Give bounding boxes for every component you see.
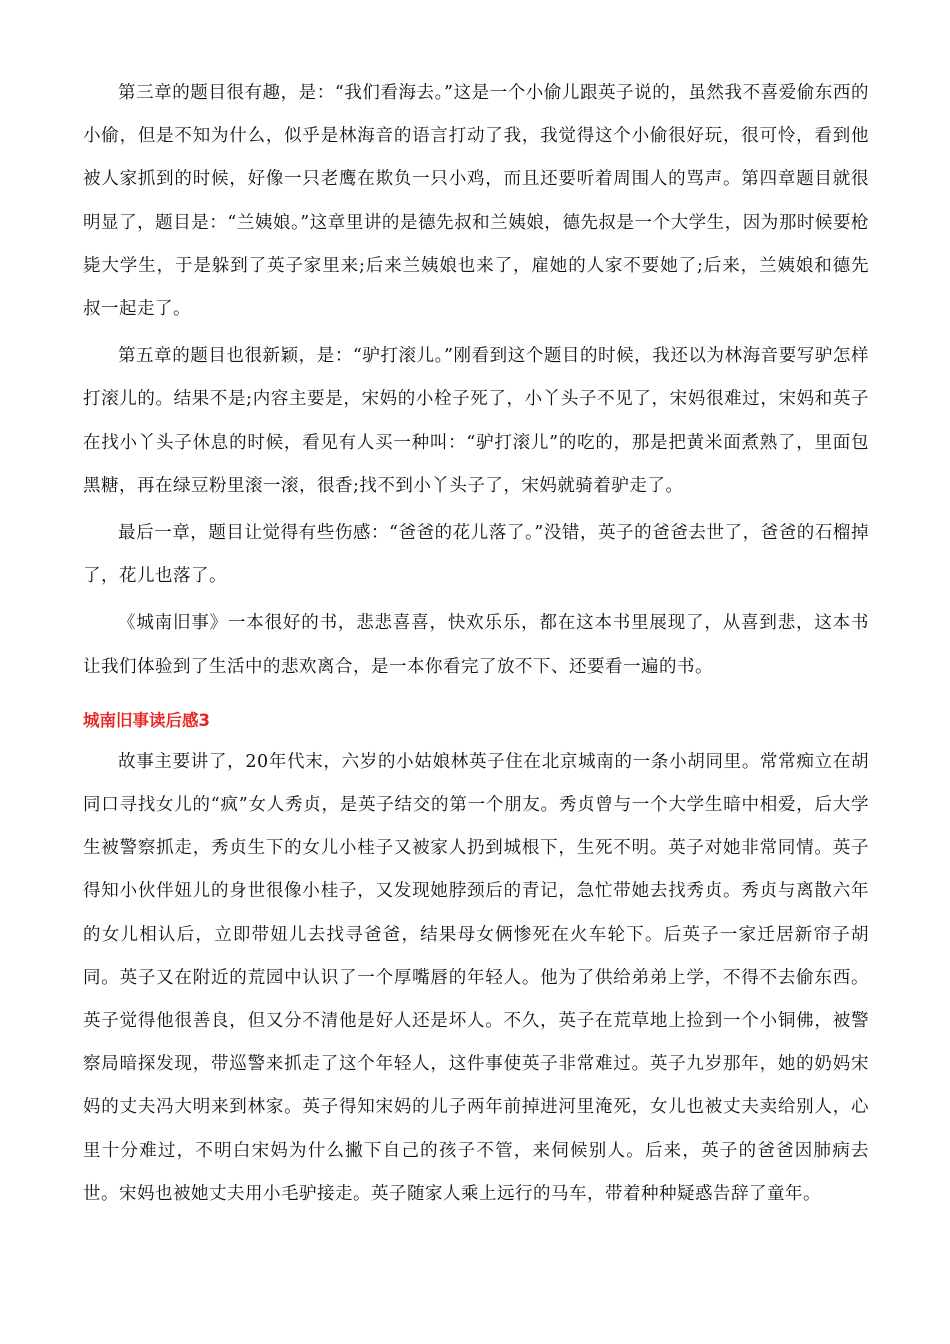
document-page (83, 72, 869, 1220)
paragraph-chapter-five: 第五章的题目也很新颖，是：“驴打滚儿。”刚看到这个题目的时候，我还以为林海音要写驴怎样打滚儿的。结果不是;内容主要是，宋妈的小栓子死了，小丫头子不见了，宋妈很难过，宋妈和英子在找小丫头子休息的时候，看见有人买一种叫：“驴打滚儿”的吃的，那是把黄米面煮熟了，里面包黑糖，再在绿豆粉里滚一滚，很香;找不到小丫头子了，宋妈就骑着驴走了。 (83, 346, 869, 496)
paragraph-last-chapter: 最后一章，题目让觉得有些伤感：“爸爸的花儿落了。”没错，英子的爸爸去世了，爸爸的石榴掉了，花儿也落了。 (83, 523, 869, 587)
paragraph-book-summary: 《城南旧事》一本很好的书，悲悲喜喜，快欢乐乐，都在这本书里展现了，从喜到悲，这本书让我们体验到了生活中的悲欢离合，是一本你看完了放不下、还要看一遍的书。 (83, 613, 869, 677)
paragraph-story-summary: 故事主要讲了，20年代末，六岁的小姑娘林英子住在北京城南的一条小胡同里。常常痴立在胡同口寻找女儿的“疯”女人秀贞，是英子结交的第一个朋友。秀贞曾与一个大学生暗中相爱，后大学生被警察抓走，秀贞生下的女儿小桂子又被家人扔到城根下，生死不明。英子对她非常同情。英子得知小伙伴妞儿的身世很像小桂子，又发现她脖颈后的青记，急忙带她去找秀贞。秀贞与离散六年的女儿相认后，立即带妞儿去找寻爸爸，结果母女俩惨死在火车轮下。后英子一家迁居新帘子胡同。英子又在附近的荒园中认识了一个厚嘴唇的年轻人。他为了供给弟弟上学，不得不去偷东西。英子觉得他很善良，但又分不清他是好人还是坏人。不久，英子在荒草地上捡到一个小铜佛，被警察局暗探发现，带巡警来抓走了这个年轻人，这件事使英子非常难过。英子九岁那年，她的奶妈宋妈的丈夫冯大明来到林家。英子得知宋妈的儿子两年前掉进河里淹死，女儿也被丈夫卖给别人，心里十分难过，不明白宋妈为什么撇下自己的孩子不管，来伺候别人。后来，英子的爸爸因肺病去世。宋妈也被她丈夫用小毛驴接走。英子随家人乘上远行的马车，带着种种疑惑告辞了童年。 (83, 751, 869, 1204)
paragraph-chapter-three-four: 第三章的题目很有趣，是：“我们看海去。”这是一个小偷儿跟英子说的，虽然我不喜爱偷东西的小偷，但是不知为什么，似乎是林海音的语言打动了我，我觉得这个小偷很好玩，很可怜，看到他被人家抓到的时候，好像一只老鹰在欺负一只小鸡，而且还要听着周围人的骂声。第四章题目就很明显了，题目是：“兰姨娘。”这章里讲的是德先叔和兰姨娘，德先叔是一个大学生，因为那时候要枪毙大学生，于是躲到了英子家里来;后来兰姨娘也来了，雇她的人家不要她了;后来，兰姨娘和德先叔一起走了。 (83, 83, 869, 320)
section-heading: 城南旧事读后感3 (83, 710, 210, 730)
